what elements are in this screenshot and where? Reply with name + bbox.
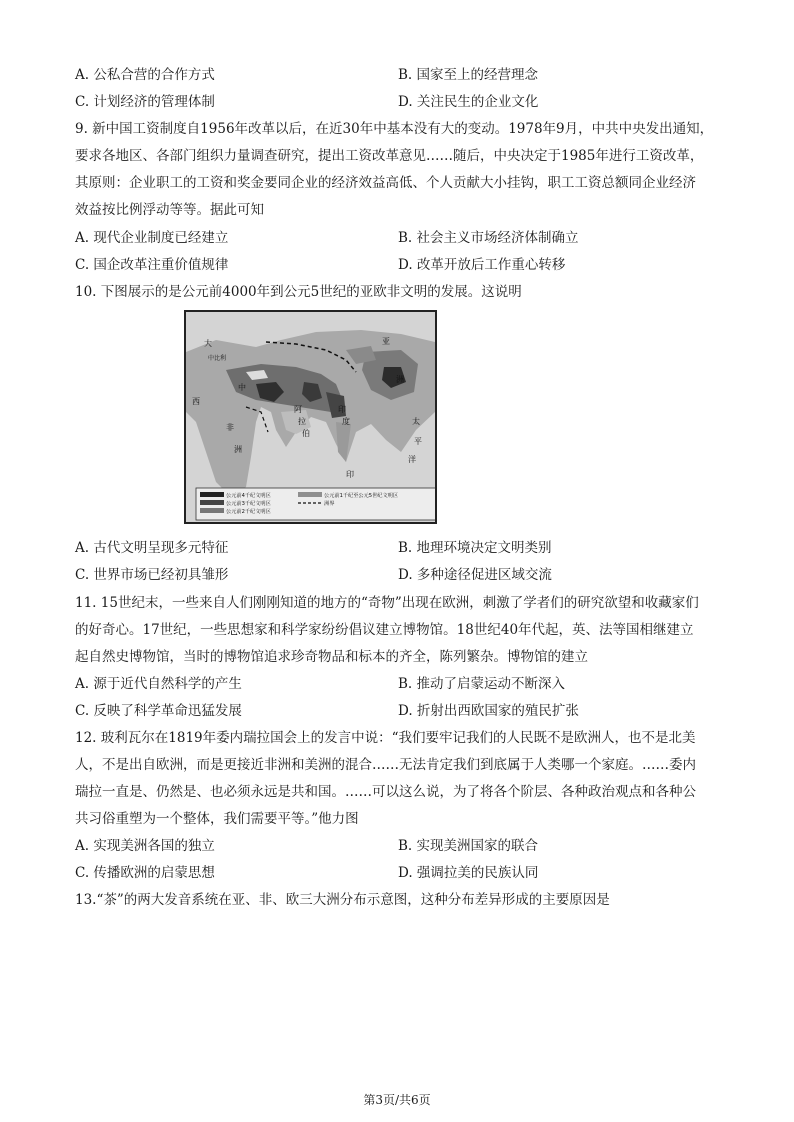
map-label: 大 xyxy=(204,339,212,348)
q11-option-d: D. 折射出西欧国家的殖民扩张 xyxy=(398,703,579,719)
q11-stem-line: 11. 15世纪末，一些来自人们刚刚知道的地方的“奇物”出现在欧洲，刺激了学者们的研究欲望和收藏家们 xyxy=(75,595,699,611)
map-label: 太 xyxy=(412,417,420,426)
q10-option-d: D. 多种途径促进区域交流 xyxy=(398,567,552,583)
map-label: 洲 xyxy=(234,445,242,454)
q12-stem-line: 12. 玻利瓦尔在1819年委内瑞拉国会上的发言中说：“我们要牢记我们的人民既不是欧洲人，也不是北美 xyxy=(75,730,696,746)
q8-option-d: D. 关注民生的企业文化 xyxy=(398,94,539,110)
legend-item: 公元前4千纪文明区 xyxy=(226,493,271,499)
map-label: 伯 xyxy=(302,429,310,438)
map-label: 印 xyxy=(346,470,354,479)
page-number: 第3页/共6页 xyxy=(363,1093,431,1107)
q12-option-c: C. 传播欧洲的启蒙思想 xyxy=(75,865,215,881)
q9-option-d: D. 改革开放后工作重心转移 xyxy=(398,257,566,273)
legend-item: 公元前1千纪至公元5世纪文明区 xyxy=(324,493,399,499)
q10-stem: 10. 下图展示的是公元前4000年到公元5世纪的亚欧非文明的发展。这说明 xyxy=(75,284,522,300)
q9-option-c: C. 国企改革注重价值规律 xyxy=(75,257,229,273)
q9-stem-line: 要求各地区、各部门组织力量调查研究，提出工资改革意见……随后，中央决定于1985年进行工资改革， xyxy=(75,148,704,164)
q11-option-c: C. 反映了科学革命迅猛发展 xyxy=(75,703,242,719)
map-label: 洋 xyxy=(408,455,416,464)
q8-option-c: C. 计划经济的管理体制 xyxy=(75,94,215,110)
q8-option-b: B. 国家至上的经营理念 xyxy=(398,67,539,83)
q10-option-b: B. 地理环境决定文明类别 xyxy=(398,540,552,556)
legend-item: 公元前3千纪文明区 xyxy=(226,501,271,507)
map-label: 西 xyxy=(192,397,200,406)
q9-option-a: A. 现代企业制度已经建立 xyxy=(75,230,229,246)
q9-stem-line: 9. 新中国工资制度自1956年改革以后，在近30年中基本没有大的变动。1978年9月，中共中央发出通知， xyxy=(75,121,714,137)
map-label: 度 xyxy=(342,417,350,426)
q11-option-a: A. 源于近代自然科学的产生 xyxy=(75,676,242,692)
q11-option-b: B. 推动了启蒙运动不断深入 xyxy=(398,676,566,692)
map-label: 非 xyxy=(226,423,234,432)
q12-option-d: D. 强调拉美的民族认同 xyxy=(398,865,539,881)
q12-option-b: B. 实现美洲国家的联合 xyxy=(398,838,539,854)
map-label: 洲 xyxy=(396,375,404,384)
q12-stem-line: 人，不是出自欧洲，而是更接近非洲和美洲的混合……无法肯定我们到底属于人类哪一个家庭。……委内 xyxy=(75,757,696,773)
legend-item: 公元前2千纪文明区 xyxy=(226,509,271,515)
q9-stem-line: 其原则：企业职工的工资和奖金要同企业的经济效益高低、个人贡献大小挂钩，职工工资总额同企业经济 xyxy=(75,175,696,191)
q11-stem-line: 的好奇心。17世纪，一些思想家和科学家纷纷倡议建立博物馆。18世纪40年代起，英、法等国相继建立 xyxy=(75,622,694,638)
map-label: 中比利 xyxy=(208,355,227,362)
q12-option-a: A. 实现美洲各国的独立 xyxy=(75,838,215,854)
q11-stem-line: 起自然史博物馆，当时的博物馆追求珍奇物品和标本的齐全，陈列繁杂。博物馆的建立 xyxy=(75,649,588,665)
map-label: 中 xyxy=(238,383,246,392)
map-label: 阿 xyxy=(294,405,302,414)
q10-option-c: C. 世界市场已经初具雏形 xyxy=(75,567,229,583)
q9-option-b: B. 社会主义市场经济体制确立 xyxy=(398,230,579,246)
q9-stem-line: 效益按比例浮动等等。据此可知 xyxy=(75,202,264,218)
q12-stem-line: 共习俗重塑为一个整体，我们需要平等。”他力图 xyxy=(75,811,359,827)
q13-stem: 13.“茶”的两大发音系统在亚、非、欧三大洲分布示意图，这种分布差异形成的主要原因是 xyxy=(75,892,610,908)
civilization-map xyxy=(184,310,437,524)
legend-item: 洲界 xyxy=(324,501,335,507)
map-label: 平 xyxy=(414,437,422,446)
map-label: 印 xyxy=(338,405,346,414)
q10-option-a: A. 古代文明呈现多元特征 xyxy=(75,540,229,556)
map-label: 拉 xyxy=(298,417,306,426)
q8-option-a: A. 公私合营的合作方式 xyxy=(75,67,215,83)
map-label: 亚 xyxy=(382,337,390,346)
q12-stem-line: 瑞拉一直是、仍然是、也必须永远是共和国。……可以这么说，为了将各个阶层、各种政治观点和各种公 xyxy=(75,784,696,800)
